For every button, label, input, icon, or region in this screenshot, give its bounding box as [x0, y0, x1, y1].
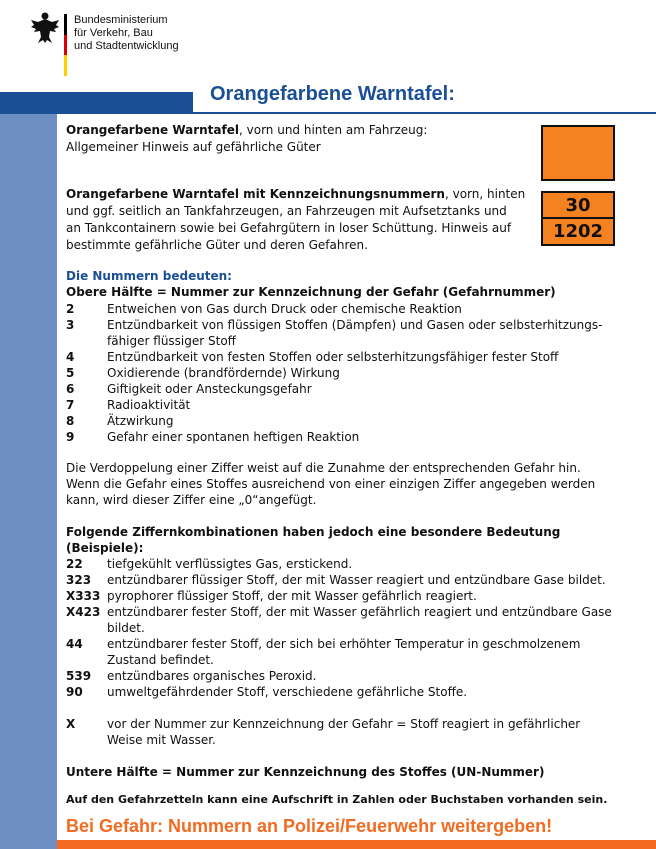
- intro-p2-line1: Orangefarbene Warntafel mit Kennzeichnungsnummern, vorn, hinten: [66, 187, 526, 201]
- ministry-name: [74, 14, 179, 53]
- intro-p1-line2: Allgemeiner Hinweis auf gefährliche Güter: [66, 140, 321, 154]
- un-number: 1202: [552, 220, 604, 242]
- ministry-line: für Verkehr, Bau: [74, 27, 153, 39]
- lower-half-heading: Untere Hälfte = Nummer zur Kennzeichnung des Stoffes (UN-Nummer): [66, 765, 545, 779]
- combos-heading-2: (Beispiele):: [66, 541, 144, 555]
- bottom-orange-bar: [57, 840, 656, 849]
- intro-p2-line4: bestimmte gefährliche Güter und deren Gefahren.: [66, 238, 368, 252]
- german-flag-stripe: [64, 14, 67, 76]
- intro-p1-line1: Orangefarbene Warntafel, vorn und hinten am Fahrzeug:: [66, 123, 428, 137]
- intro-p2-line2: und ggf. seitlich an Tankfahrzeugen, an Fahrzeugen mit Aufsetztanks und: [66, 204, 507, 218]
- hazard-number: 30: [565, 195, 591, 217]
- plate-divider: [543, 217, 613, 219]
- plain-warning-plate: [541, 125, 615, 181]
- federal-eagle-icon: [30, 10, 60, 44]
- header: [0, 0, 656, 92]
- title-underline: [193, 112, 656, 114]
- numbered-warning-plate: [541, 191, 615, 246]
- combos-heading: Folgende Ziffernkombinationen haben jedoch eine besondere Bedeutung: [66, 525, 561, 539]
- doubling-line: Die Verdoppelung einer Ziffer weist auf die Zunahme der entsprechenden Gefahr hin.: [66, 461, 581, 475]
- upper-half-heading: Obere Hälfte = Nummer zur Kennzeichnung der Gefahr (Gefahrnummer): [66, 285, 556, 299]
- doubling-line: kann, wird dieser Ziffer eine „0“angefügt.: [66, 493, 317, 507]
- doubling-line: Wenn die Gefahr eines Stoffes ausreichend von einer einzigen Ziffer angegeben werden: [66, 477, 596, 491]
- intro-p2-line3: an Tankcontainern sowie bei Gefahrgütern in loser Schüttung. Hinweis auf: [66, 221, 512, 235]
- page-title: Orangefarbene Warntafel:: [210, 83, 455, 105]
- ministry-line: und Stadtentwicklung: [74, 40, 179, 52]
- left-sidebar-band: [0, 114, 57, 849]
- title-bar: [0, 92, 193, 114]
- ministry-line: Bundesministerium: [74, 14, 168, 26]
- emergency-warning: Bei Gefahr: Nummern an Polizei/Feuerwehr weitergeben!: [66, 816, 553, 836]
- label-note: Auf den Gefahrzetteln kann eine Aufschrift in Zahlen oder Buchstaben vorhanden sein.: [66, 793, 608, 806]
- numbers-heading: Die Nummern bedeuten:: [66, 269, 232, 283]
